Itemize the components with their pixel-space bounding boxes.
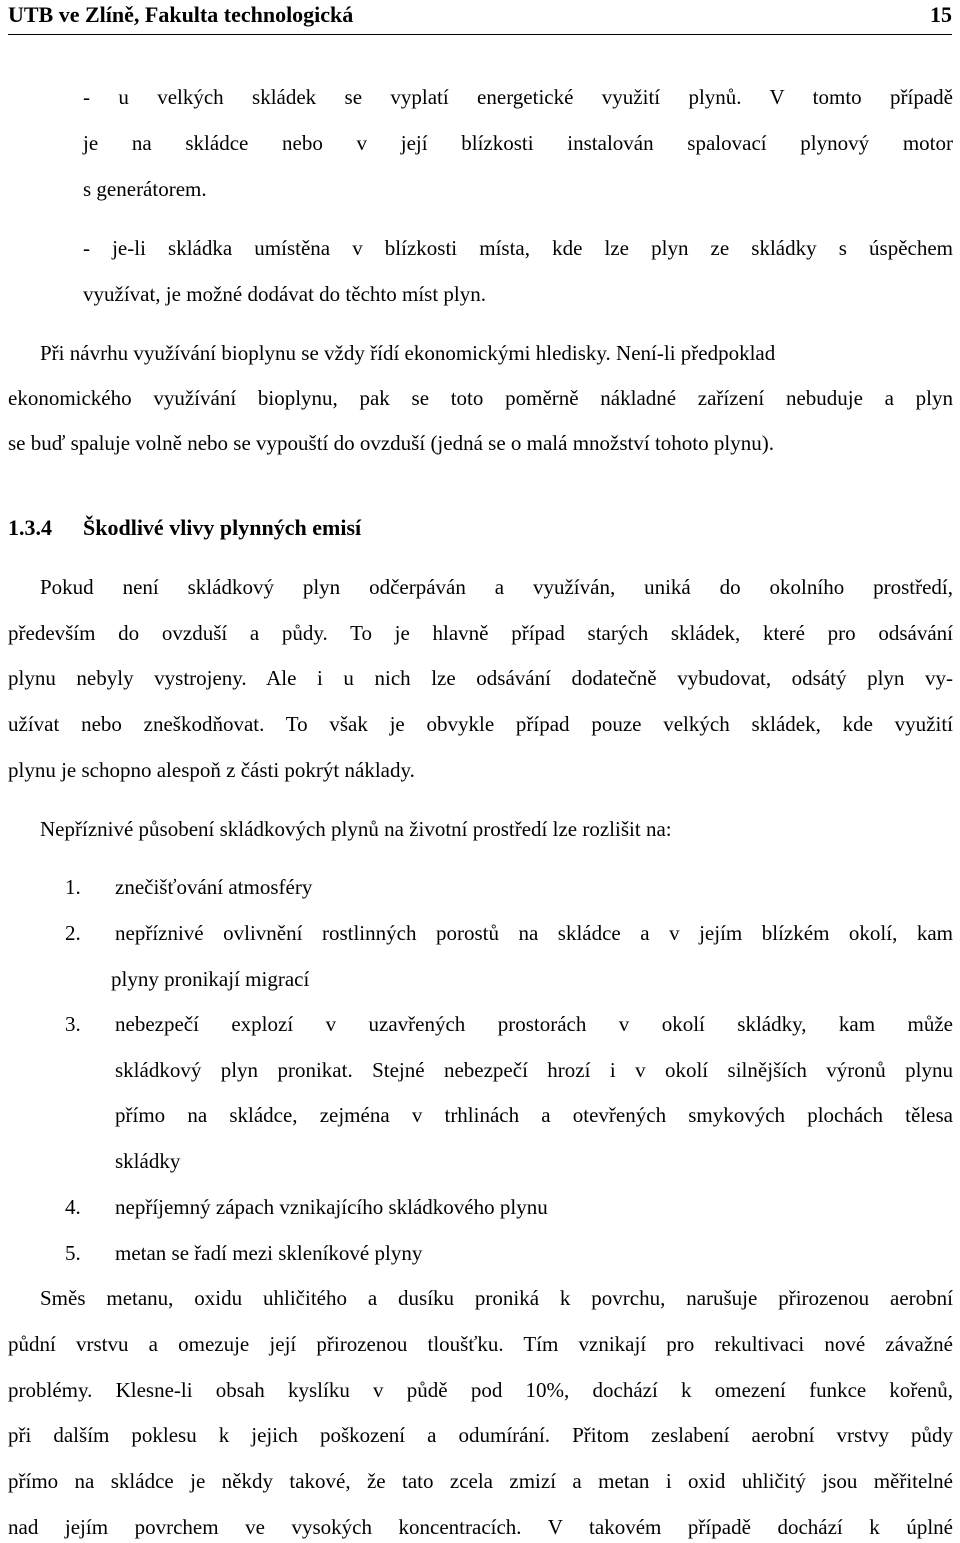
list-item-2-line-1: nepříznivé ovlivnění rostlinných porostů na skládce a v jejím blízkém okolí, kam (115, 921, 953, 945)
list-item-2-number: 2. (65, 921, 81, 945)
list-item-3-line-4: skládky (115, 1149, 181, 1173)
para4-line-2: půdní vrstvu a omezuje její přirozenou tloušťku. Tím vznikají pro rekultivaci nové závažné (8, 1332, 953, 1356)
para2-line-4: užívat nebo zneškodňovat. To však je obvykle případ pouze velkých skládek, kde využití (8, 712, 953, 736)
list-item-5-line-1: metan se řadí mezi skleníkové plyny (115, 1241, 423, 1265)
list-item-4-line-1: nepříjemný zápach vznikajícího skládkového plynu (115, 1195, 548, 1219)
page-number: 15 (930, 2, 952, 27)
list-item-3-line-1: nebezpečí explozí v uzavřených prostorách v okolí skládky, kam může (115, 1012, 953, 1036)
para4-line-4: při dalším poklesu k jejich poškození a odumírání. Přitom zeslabení aerobní vrstvy půdy (8, 1423, 953, 1447)
list-item-3-line-3: přímo na skládce, zejména v trhlinách a otevřených smykových plochách tělesa (115, 1103, 953, 1127)
para4-line-1: Směs metanu, oxidu uhličitého a dusíku proniká k povrchu, narušuje přirozenou aerobní (40, 1286, 953, 1310)
header-title: UTB ve Zlíně, Fakulta technologická (8, 2, 354, 27)
section-number: 1.3.4 (8, 515, 52, 540)
para4-line-5: přímo na skládce je někdy takové, že tato zcela zmizí a metan i oxid uhličitý jsou měřitelné (8, 1469, 953, 1493)
para1-line-3: se buď spaluje volně nebo se vypouští do ovzduší (jedná se o malá množství tohoto plynu). (8, 431, 774, 455)
bullet-1-line-1: - u velkých skládek se vyplatí energetické využití plynů. V tomto případě (83, 85, 953, 109)
para2-line-2: především do ovzduší a půdy. To je hlavně případ starých skládek, které pro odsávání (8, 621, 953, 645)
bullet-2-line-1: - je-li skládka umístěna v blízkosti místa, kde lze plyn ze skládky s úspěchem (83, 236, 953, 260)
para2-line-3: plynu nebyly vystrojeny. Ale i u nich lze odsávání dodatečně vybudovat, odsátý plyn vy- (8, 666, 953, 690)
para2-line-5: plynu je schopno alespoň z části pokrýt náklady. (8, 758, 415, 782)
list-item-5-number: 5. (65, 1241, 81, 1265)
section-title: Škodlivé vlivy plynných emisí (83, 515, 362, 540)
bullet-2-line-2: využívat, je možné dodávat do těchto míst plyn. (83, 282, 486, 306)
list-item-2-line-2: plyny pronikají migrací (111, 967, 310, 991)
bullet-1-line-3: s generátorem. (83, 177, 207, 201)
list-item-4-number: 4. (65, 1195, 81, 1219)
para1-line-1: Při návrhu využívání bioplynu se vždy řídí ekonomickými hledisky. Není-li předpoklad (40, 341, 776, 365)
para2-line-1: Pokud není skládkový plyn odčerpáván a využíván, uniká do okolního prostředí, (40, 575, 953, 599)
para1-line-2: ekonomického využívání bioplynu, pak se toto poměrně nákladné zařízení nebuduje a plyn (8, 386, 953, 410)
list-item-1-line-1: znečišťování atmosféry (115, 875, 313, 899)
para3-line-1: Nepříznivé působení skládkových plynů na životní prostředí lze rozlišit na: (40, 817, 672, 841)
para4-line-3: problémy. Klesne-li obsah kyslíku v půdě pod 10%, dochází k omezení funkce kořenů, (8, 1378, 953, 1402)
list-item-1-number: 1. (65, 875, 81, 899)
list-item-3-number: 3. (65, 1012, 81, 1036)
list-item-3-line-2: skládkový plyn pronikat. Stejné nebezpečí hrozí i v okolí silnějších výronů plynu (115, 1058, 953, 1082)
page-header (8, 0, 952, 35)
bullet-1-line-2: je na skládce nebo v její blízkosti instalován spalovací plynový motor (83, 131, 953, 155)
para4-line-6: nad jejím povrchem ve vysokých koncentracích. V takovém případě dochází k úplné (8, 1515, 953, 1539)
